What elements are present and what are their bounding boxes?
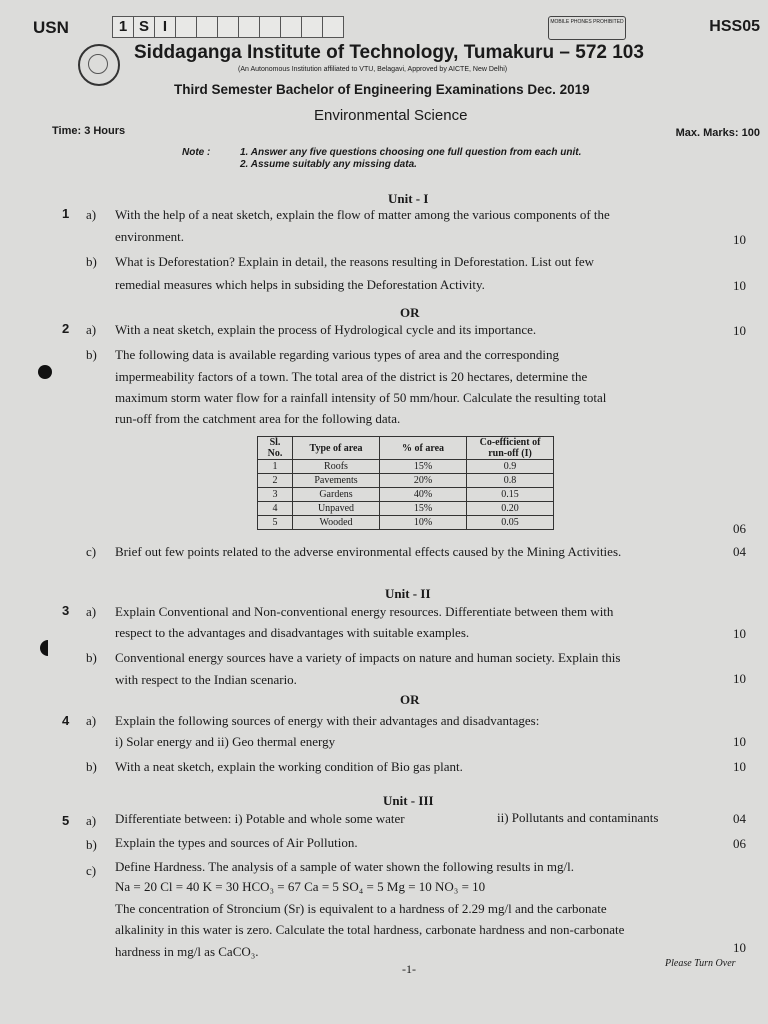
table-row: [258, 474, 554, 488]
table-cell: Unpaved: [293, 502, 380, 516]
table-header: % of area: [380, 437, 467, 460]
sub-label: b): [86, 650, 97, 665]
note-item: 2. Assume suitably any missing data.: [240, 159, 417, 170]
sub-label: b): [86, 347, 97, 362]
table-cell: 15%: [380, 460, 467, 474]
time-allowed: Time: 3 Hours: [52, 125, 126, 137]
table-cell: Roofs: [293, 460, 380, 474]
sub-label: b): [86, 759, 97, 774]
table-cell: 10%: [380, 516, 467, 530]
table-row: [258, 516, 554, 530]
sub-label: b): [86, 837, 97, 852]
question-text: The concentration of Stroncium (Sr) is equivalent to a hardness of 2.29 mg/l and the carbonate: [115, 901, 607, 916]
usn-box: S: [133, 16, 155, 38]
sub-label: a): [86, 322, 97, 337]
sub-label: c): [86, 544, 97, 559]
marks: 10: [733, 671, 746, 686]
table-cell: 1: [258, 460, 293, 474]
marks: 10: [733, 759, 746, 774]
note-list: [240, 147, 581, 171]
usn-box: [238, 16, 260, 38]
institute-name: Siddaganga Institute of Technology, Tumakuru – 572 103: [134, 42, 644, 63]
affiliation: (An Autonomous Institution affiliated to VTU, Belagavi, Approved by AICTE, New Delhi): [238, 66, 508, 73]
usn-box: [217, 16, 239, 38]
question-text: impermeability factors of a town. The total area of the district is 20 hectares, determine the: [115, 369, 588, 384]
or-heading: OR: [400, 692, 420, 707]
table-cell: Gardens: [293, 488, 380, 502]
sub-label: a): [86, 713, 97, 728]
question-text: Explain the following sources of energy with their advantages and disadvantages:: [115, 713, 540, 728]
question-text: Explain the types and sources of Air Pollution.: [115, 835, 358, 850]
usn-box: I: [154, 16, 176, 38]
mobile-prohibited-notice: MOBILE PHONES PROHIBITED: [548, 16, 626, 40]
marks: 04: [733, 811, 746, 826]
runoff-data-table: [257, 436, 554, 530]
usn-box: [175, 16, 197, 38]
subject-title: Environmental Science: [314, 107, 468, 124]
marks: 10: [733, 278, 746, 293]
note-item: 1. Answer any five questions choosing one full question from each unit.: [240, 147, 582, 158]
question-text: The following data is available regarding various types of area and the corresponding: [115, 347, 560, 362]
table-row: [258, 502, 554, 516]
or-heading: OR: [400, 305, 420, 320]
table-cell: 0.8: [467, 474, 554, 488]
question-text: with respect to the Indian scenario.: [115, 672, 297, 687]
usn-box: [280, 16, 302, 38]
marks: 10: [733, 734, 746, 749]
usn-box: [301, 16, 323, 38]
marks: 06: [733, 836, 746, 851]
table-row: [258, 488, 554, 502]
table-row: [258, 460, 554, 474]
table-cell: Wooded: [293, 516, 380, 530]
table-header: Co-efficient of run-off (I): [467, 437, 554, 460]
question-text: Conventional energy sources have a variety of impacts on nature and human society. Explain this: [115, 650, 621, 665]
question-number: 2: [62, 321, 70, 336]
question-text: maximum storm water flow for a rainfall intensity of 50 mm/hour. Calculate the resulting total: [115, 390, 607, 405]
sub-label: c): [86, 863, 97, 878]
question-number: 3: [62, 603, 70, 618]
table-header: Type of area: [293, 437, 380, 460]
table-cell: 5: [258, 516, 293, 530]
max-marks: Max. Marks: 100: [675, 127, 760, 139]
question-text: With a neat sketch, explain the working condition of Bio gas plant.: [115, 759, 463, 774]
question-text: hardness in mg/l as CaCO₃.: [115, 944, 259, 959]
question-text: What is Deforestation? Explain in detail, the reasons resulting in Deforestation. List out few: [115, 254, 595, 269]
table-cell: 0.9: [467, 460, 554, 474]
table-cell: 15%: [380, 502, 467, 516]
question-text: Explain Conventional and Non-conventional energy resources. Differentiate between them with: [115, 604, 614, 619]
table-cell: 40%: [380, 488, 467, 502]
usn-label: USN: [33, 18, 69, 37]
usn-box: [196, 16, 218, 38]
unit-heading: Unit - II: [385, 586, 431, 601]
punch-hole: [40, 640, 48, 656]
exam-title: Third Semester Bachelor of Engineering Examinations Dec. 2019: [174, 82, 590, 97]
table-header: Sl. No.: [258, 437, 293, 460]
question-text: i) Solar energy and ii) Geo thermal energy: [115, 734, 336, 749]
table-header-row: [258, 437, 554, 460]
table-cell: 0.15: [467, 488, 554, 502]
sub-label: a): [86, 813, 97, 828]
question-text: respect to the advantages and disadvantages with suitable examples.: [115, 625, 470, 640]
table-cell: 0.05: [467, 516, 554, 530]
question-text: Define Hardness. The analysis of a sample of water shown the following results in mg/l.: [115, 859, 574, 874]
marks: 04: [733, 544, 746, 559]
question-text: Na = 20 Cl = 40 K = 30 HCO₃ = 67 Ca = 5 SO₄ = 5 Mg = 10 NO₃ = 10: [115, 879, 486, 894]
question-number: 5: [62, 813, 70, 828]
sub-label: a): [86, 207, 97, 222]
question-text: ii) Pollutants and contaminants: [497, 810, 659, 825]
sub-label: b): [86, 254, 97, 269]
question-text: Differentiate between: i) Potable and whole some water: [115, 811, 405, 826]
marks: 06: [733, 521, 746, 536]
question-text: Brief out few points related to the adverse environmental effects caused by the Mining Activities.: [115, 544, 622, 559]
question-number: 1: [62, 206, 70, 221]
table-cell: Pavements: [293, 474, 380, 488]
usn-box: [259, 16, 281, 38]
usn-box: 1: [112, 16, 134, 38]
table-cell: 20%: [380, 474, 467, 488]
marks: 10: [733, 940, 746, 955]
table-cell: 2: [258, 474, 293, 488]
table-cell: 0.20: [467, 502, 554, 516]
question-text: run-off from the catchment area for the following data.: [115, 411, 401, 426]
marks: 10: [733, 626, 746, 641]
question-text: With the help of a neat sketch, explain the flow of matter among the various components of the: [115, 207, 610, 222]
table-cell: 3: [258, 488, 293, 502]
paper-code: HSS05: [709, 18, 760, 35]
marks: 10: [733, 232, 746, 247]
question-text: environment.: [115, 229, 184, 244]
marks: 10: [733, 323, 746, 338]
institute-logo: [78, 44, 120, 86]
question-number: 4: [62, 713, 70, 728]
punch-hole: [38, 365, 52, 379]
usn-box: [322, 16, 344, 38]
table-cell: 4: [258, 502, 293, 516]
question-text: remedial measures which helps in subsiding the Deforestation Activity.: [115, 277, 485, 292]
unit-heading: Unit - I: [388, 191, 429, 206]
note-label: Note :: [182, 147, 211, 158]
question-text: With a neat sketch, explain the process of Hydrological cycle and its importance.: [115, 322, 537, 337]
usn-boxes: [112, 16, 343, 38]
unit-heading: Unit - III: [383, 793, 434, 808]
please-turn-over: Please Turn Over: [665, 958, 736, 969]
sub-label: a): [86, 604, 97, 619]
question-text: alkalinity in this water is zero. Calculate the total hardness, carbonate hardness and non-carbonate: [115, 922, 625, 937]
page-number: -1-: [402, 962, 416, 976]
